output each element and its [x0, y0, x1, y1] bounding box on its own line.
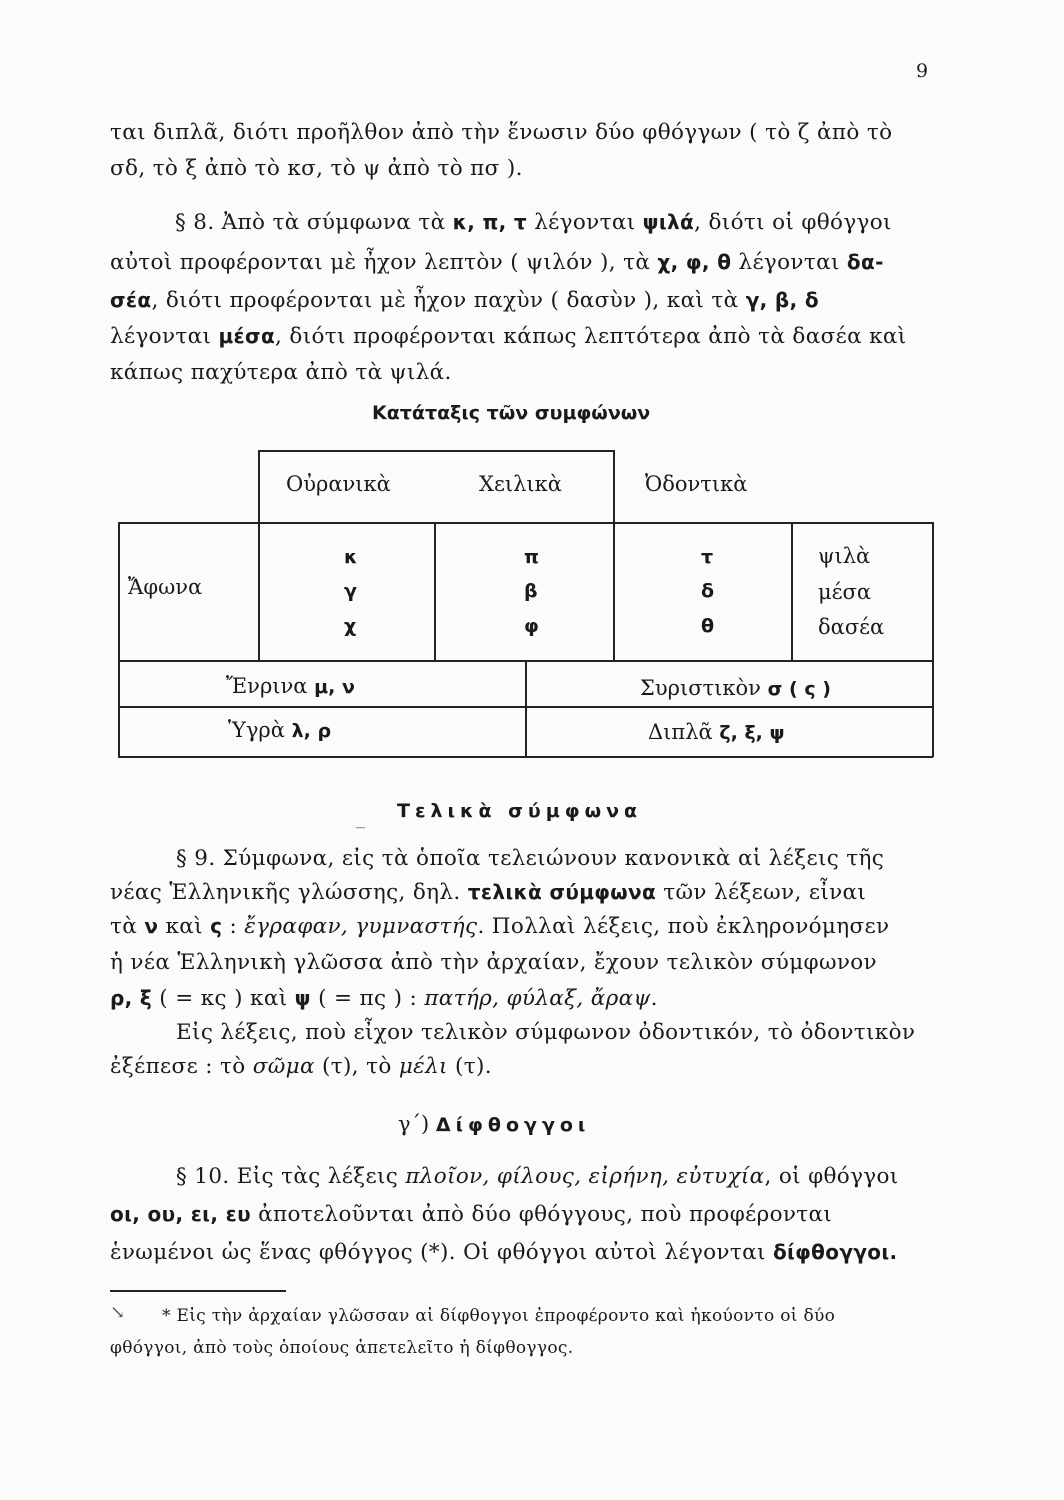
table-cell-syristikon: Συριστικὸν σ ( ς ) [640, 676, 831, 700]
section-8-line: κάπως παχύτερα ἀπὸ τὰ ψιλά. [110, 360, 452, 385]
stray-mark: _ [356, 808, 365, 829]
table-cell: χ [344, 615, 357, 637]
section-8-line: λέγονται μέσα, διότι προφέρονται κάπως λεπτότερα ἀπὸ τὰ δασέα καὶ [110, 324, 907, 349]
section-9-line: τὰ ν καὶ ς : ἔγραφαν, γυμναστής. Πολλαὶ λέξεις, ποὺ ἐκληρονόμησεν [110, 914, 890, 939]
table-cell: ψιλὰ [818, 544, 871, 568]
paragraph-line: ται διπλᾶ, διότι προῆλθον ἀπὸ τὴν ἕνωσιν δύο φθόγγων ( τὸ ζ ἀπὸ τὸ [110, 120, 893, 145]
section-8-line: σέα, διότι προφέρονται μὲ ἦχον παχὺν ( δασὺν ), καὶ τὰ γ, β, δ [110, 288, 819, 313]
paragraph-line: σδ, τὸ ξ ἀπὸ τὸ κσ, τὸ ψ ἀπὸ τὸ πσ ). [110, 156, 523, 181]
table-cell-enrina: Ἔνρινα μ, ν [226, 674, 355, 698]
table-cell: κ [344, 546, 358, 568]
section-10-line: ἑνωμένοι ὡς ἕνας φθόγγος (*). Οἱ φθόγγοι αὐτοὶ λέγονται δίφθογγοι. [110, 1240, 898, 1265]
table-cell: μέσα [818, 580, 872, 604]
table-title: Κατάταξις τῶν συμφώνων [372, 402, 651, 424]
footnote-line: φθόγγοι, ἀπὸ τοὺς ὁποίους ἀπετελεῖτο ἡ δίφθογγος. [110, 1338, 574, 1358]
table-cell: θ [701, 615, 715, 637]
section-8-line: αὐτοὶ προφέρονται μὲ ἦχον λεπτὸν ( ψιλόν ), τὰ χ, φ, θ λέγονται δα- [110, 250, 884, 275]
footnote-line: * Εἰς τὴν ἀρχαίαν γλῶσσαν αἱ δίφθογγοι ἐπροφέροντο καὶ ἠκούοντο οἱ δύο [162, 1306, 836, 1326]
stray-mark: ↘ [110, 1302, 126, 1323]
table-header: Ὀδοντικὰ [645, 472, 748, 496]
table-cell: π [524, 546, 540, 568]
table-cell: β [524, 580, 538, 602]
section-9-line: ἡ νέα Ἑλληνικὴ γλῶσσα ἀπὸ τὴν ἀρχαίαν, ἔχουν τελικὸν σύμφωνον [110, 950, 877, 975]
final-consonants-heading: Τελικὰ σύμφωνα [397, 800, 643, 822]
page-number: 9 [916, 60, 929, 82]
section-9-line: ρ, ξ ( = κς ) καὶ ψ ( = πς ) : πατήρ, φύλαξ, ἄραψ. [110, 986, 658, 1011]
section-9-line: Εἰς λέξεις, ποὺ εἶχον τελικὸν σύμφωνον ὀδοντικόν, τὸ ὀδοντικὸν [176, 1020, 916, 1045]
table-cell: δ [701, 580, 715, 602]
table-header: Χειλικὰ [479, 472, 562, 496]
diphthongs-heading: γ΄) Δίφθογγοι [398, 1112, 591, 1136]
section-8-line: § 8. Ἀπὸ τὰ σύμφωνα τὰ κ, π, τ λέγονται ψιλά, διότι οἱ φθόγγοι [175, 210, 892, 235]
table-cell: γ [344, 580, 357, 602]
table-cell: φ [524, 615, 539, 637]
section-9-line: νέας Ἑλληνικῆς γλώσσης, δηλ. τελικὰ σύμφωνα τῶν λέξεων, εἶναι [110, 880, 867, 905]
table-cell: δασέα [818, 615, 885, 639]
table-row-label: Ἄφωνα [128, 575, 203, 599]
table-cell-ygra: Ὑγρὰ λ, ρ [228, 718, 332, 742]
table-cell: τ [701, 546, 714, 568]
table-cell-dipla: Διπλᾶ ζ, ξ, ψ [648, 720, 785, 744]
table-header: Οὐρανικὰ [286, 472, 391, 496]
section-9-line: ἐξέπεσε : τὸ σῶμα (τ), τὸ μέλι (τ). [110, 1054, 492, 1079]
section-10-line: § 10. Εἰς τὰς λέξεις πλοῖον, φίλους, εἰρήνη, εὐτυχία, οἱ φθόγγοι [176, 1164, 899, 1189]
section-9-line: § 9. Σύμφωνα, εἰς τὰ ὁποῖα τελειώνουν κανονικὰ αἱ λέξεις τῆς [176, 846, 885, 871]
section-10-line: οι, ου, ει, ευ ἀποτελοῦνται ἀπὸ δύο φθόγγους, ποὺ προφέρονται [110, 1202, 833, 1227]
footnote-rule [110, 1290, 286, 1292]
